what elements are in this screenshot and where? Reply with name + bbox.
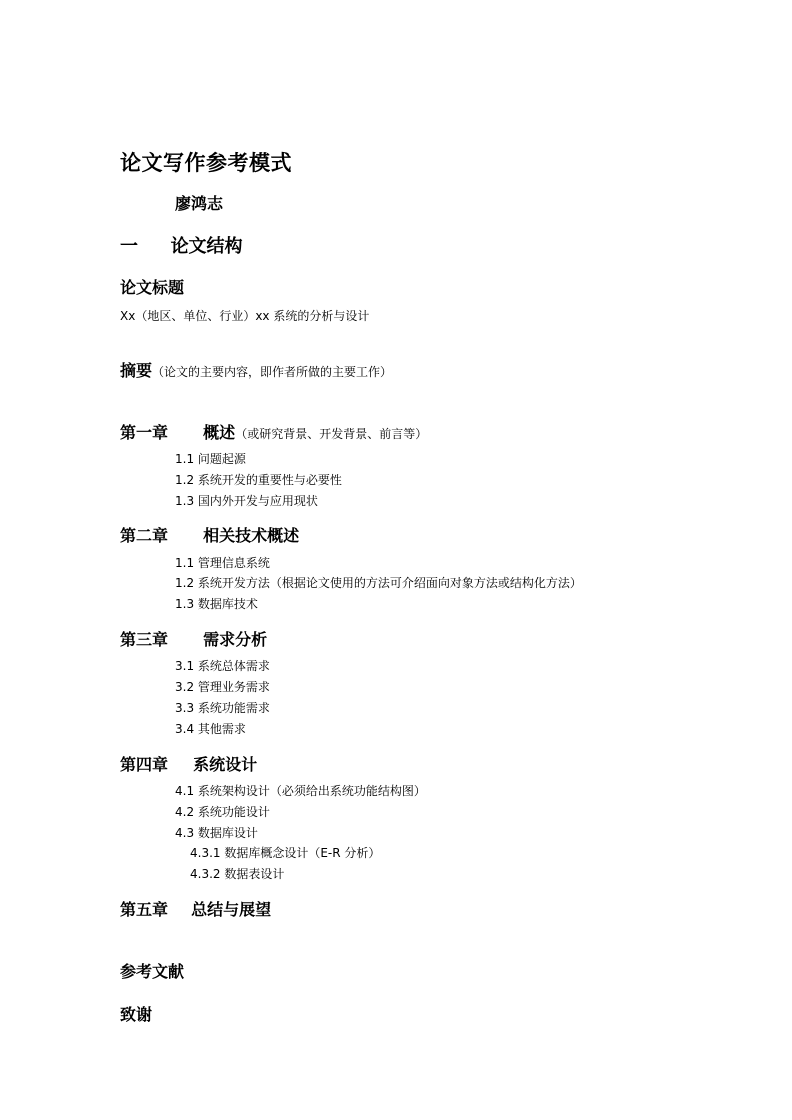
chapter-note: （或研究背景、开发背景、前言等）: [235, 427, 428, 441]
part-heading: [120, 232, 243, 258]
author-name: 廖鸿志: [175, 194, 224, 213]
toc-item: 4.1 系统架构设计（必须给出系统功能结构图）: [175, 784, 426, 798]
thesis-title-heading: 论文标题: [120, 278, 185, 297]
chapter-heading: [120, 897, 271, 920]
toc-item: 1.3 数据库技术: [175, 597, 258, 611]
abstract-note: （论文的主要内容，即作者所做的主要工作）: [152, 365, 393, 379]
references-heading: 参考文献: [120, 962, 185, 981]
abstract-label: 摘要: [120, 361, 153, 380]
part-number: 一: [120, 236, 138, 257]
toc-item: 3.1 系统总体需求: [175, 659, 270, 673]
toc-item: 1.2 系统开发的重要性与必要性: [175, 473, 342, 487]
thesis-title-text: Xx（地区、单位、行业）xx 系统的分析与设计: [120, 309, 370, 323]
toc-subitem: 4.3.1 数据库概念设计（E-R 分析）: [190, 846, 381, 860]
chapter-number: 第五章: [120, 900, 169, 919]
toc-item: 1.2 系统开发方法（根据论文使用的方法可介绍面向对象方法或结构化方法）: [175, 576, 582, 590]
part-title: 论文结构: [170, 236, 243, 257]
chapter-title: 概述: [203, 423, 236, 442]
abstract-heading: [120, 358, 392, 381]
chapter-heading: [120, 752, 257, 775]
chapter-number: 第一章: [120, 423, 169, 442]
toc-item: 1.3 国内外开发与应用现状: [175, 494, 318, 508]
chapter-heading: [120, 627, 267, 650]
chapter-title: 总结与展望: [191, 900, 272, 919]
toc-item: 4.2 系统功能设计: [175, 805, 270, 819]
chapter-number: 第四章: [120, 755, 169, 774]
toc-item: 3.3 系统功能需求: [175, 701, 270, 715]
chapter-heading: [120, 420, 427, 443]
toc-item: 3.2 管理业务需求: [175, 680, 270, 694]
chapter-title: 相关技术概述: [203, 526, 300, 545]
chapter-title: 系统设计: [193, 755, 258, 774]
chapter-number: 第三章: [120, 630, 169, 649]
chapter-heading: [120, 523, 299, 546]
toc-item: 3.4 其他需求: [175, 722, 246, 736]
chapter-number: 第二章: [120, 526, 169, 545]
toc-item: 4.3 数据库设计: [175, 826, 258, 840]
chapter-title: 需求分析: [203, 630, 268, 649]
acknowledgements-heading: 致谢: [120, 1005, 153, 1024]
document-title: 论文写作参考模式: [120, 151, 292, 175]
toc-item: 1.1 管理信息系统: [175, 556, 270, 570]
toc-item: 1.1 问题起源: [175, 452, 246, 466]
toc-subitem: 4.3.2 数据表设计: [190, 867, 285, 881]
